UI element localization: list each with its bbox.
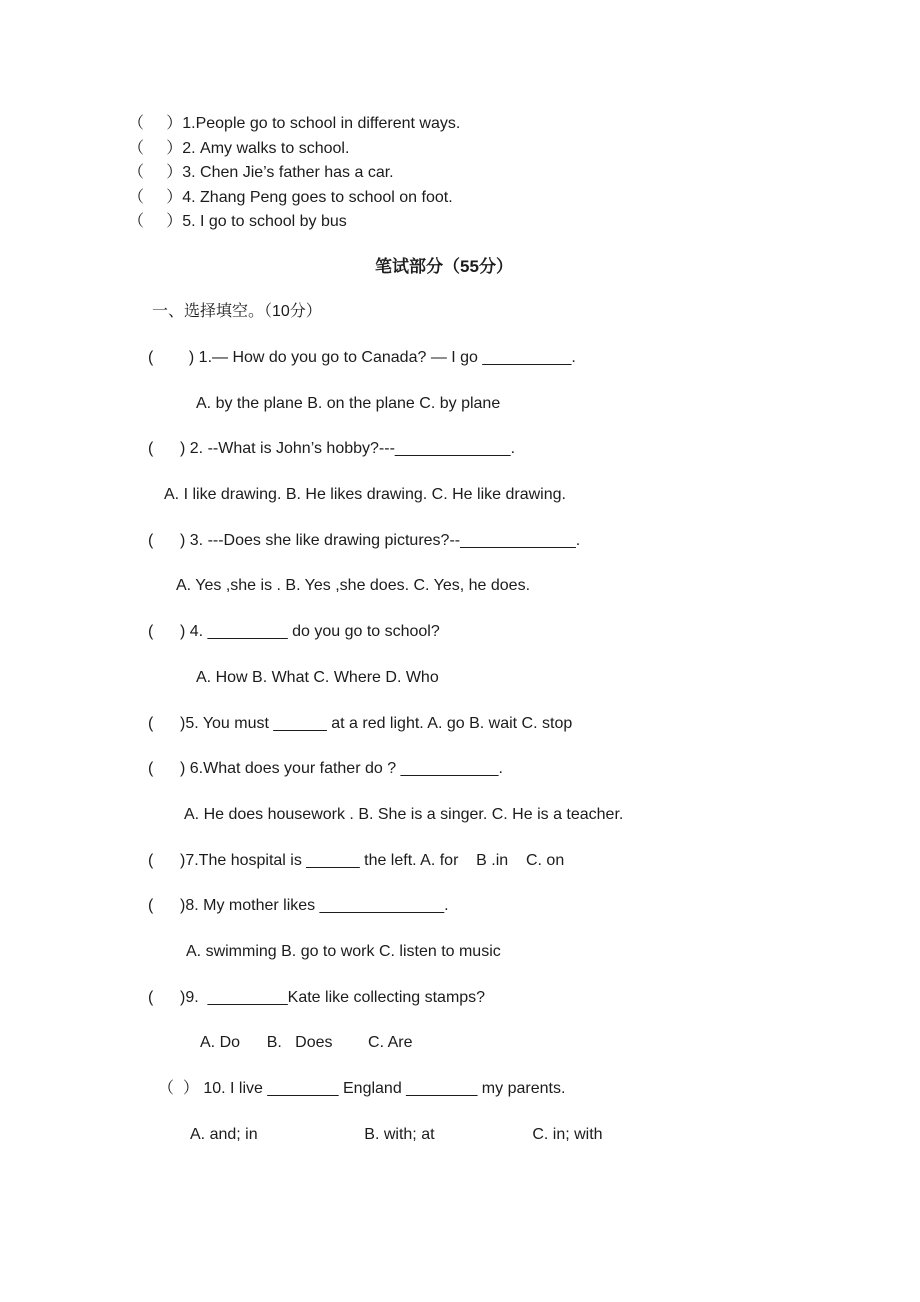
question-options-9: A. Do B. Does C. Are — [200, 1034, 413, 1052]
question-options-1: A. by the plane B. on the plane C. by plane — [196, 394, 501, 412]
tf-item-3: （ ）3. Chen Jie’s father has a car. — [128, 164, 394, 181]
tf-item-1: （ ）1.People go to school in different ways. — [128, 115, 461, 132]
question-stem-9: ( )9. _________Kate like collecting stamps? — [148, 988, 486, 1006]
question-stem-10: （ ） 10. I live ________ England ________ my parents. — [158, 1080, 566, 1098]
question-stem-3: ( ) 3. ---Does she like drawing pictures?--_____________. — [148, 531, 581, 549]
written-section — [0, 244, 920, 1158]
question-stem-4: ( ) 4. _________ do you go to school? — [148, 623, 440, 641]
question-stem-1: ( ) 1.— How do you go to Canada? — I go __________. — [148, 348, 576, 366]
question-options-2: A. I like drawing. B. He likes drawing. C. He like drawing. — [164, 486, 566, 504]
part-title: 一、选择填空。（10分） — [152, 303, 322, 321]
question-stem-2: ( ) 2. --What is John’s hobby?---_____________. — [148, 440, 516, 458]
question-stem-7: ( )7.The hospital is ______ the left. A. for B .in C. on — [148, 851, 565, 869]
question-options-4: A. How B. What C. Where D. Who — [196, 668, 439, 686]
question-options-10: A. and; in B. with; at C. in; with — [190, 1125, 603, 1143]
question-stem-6: ( ) 6.What does your father do ? ___________. — [148, 760, 503, 778]
true-false-section — [0, 0, 920, 235]
question-stem-8: ( )8. My mother likes ______________. — [148, 897, 449, 915]
tf-item-2: （ ）2. Amy walks to school. — [128, 139, 350, 157]
tf-item-5: （ ）5. I go to school by bus — [128, 213, 347, 230]
question-options-6: A. He does housework . B. She is a singer. C. He is a teacher. — [184, 805, 624, 823]
tf-item-4: （ ）4. Zhang Peng goes to school on foot. — [128, 188, 453, 206]
question-stem-5: ( )5. You must ______ at a red light. A. go B. wait C. stop — [148, 714, 573, 732]
question-options-3: A. Yes ,she is . B. Yes ,she does. C. Yes, he does. — [176, 577, 531, 595]
question-options-8: A. swimming B. go to work C. listen to music — [186, 943, 501, 961]
written-section-heading: 笔试部分（55分） — [375, 256, 513, 276]
